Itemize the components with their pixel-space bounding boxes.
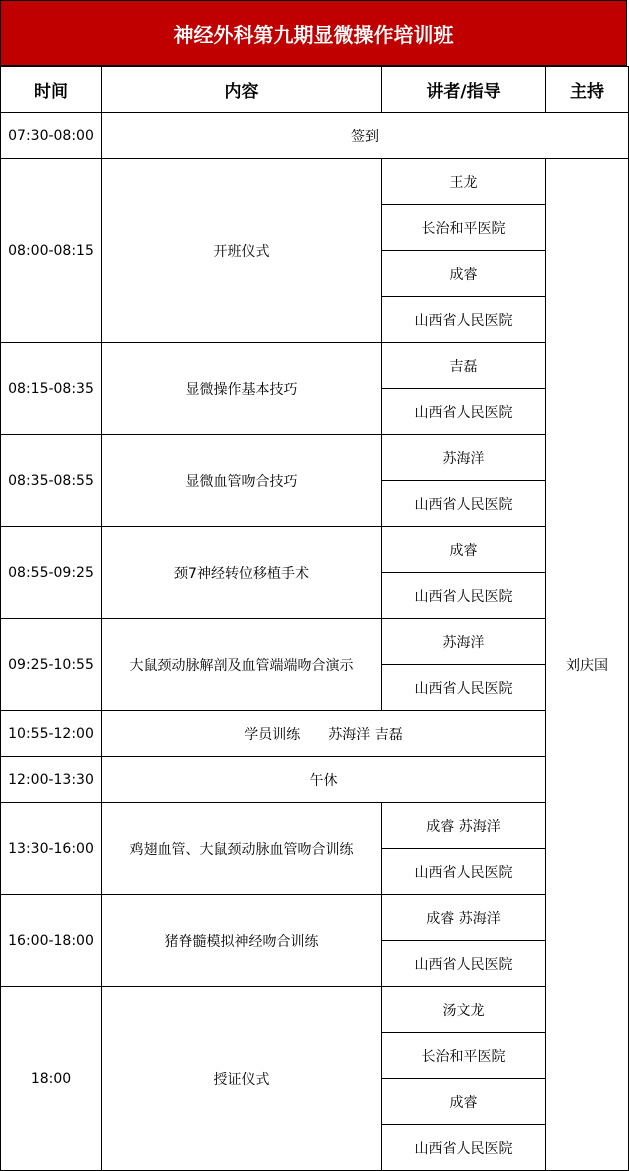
table-row xyxy=(1,159,629,205)
content-cell: 签到 xyxy=(102,113,629,159)
table-row xyxy=(1,803,629,849)
time-cell: 08:35-08:55 xyxy=(1,435,102,527)
content-cell: 显微操作基本技巧 xyxy=(102,343,382,435)
speaker-cell: 成睿 xyxy=(382,1079,546,1125)
speaker-cell: 苏海洋 xyxy=(382,435,546,481)
time-cell: 16:00-18:00 xyxy=(1,895,102,987)
header-time: 时间 xyxy=(1,67,102,113)
speaker-cell: 山西省人民医院 xyxy=(382,573,546,619)
speaker-cell: 山西省人民医院 xyxy=(382,941,546,987)
speaker-cell: 成睿 xyxy=(382,251,546,297)
time-cell: 08:15-08:35 xyxy=(1,343,102,435)
table-row xyxy=(1,343,629,389)
header-row xyxy=(1,67,629,113)
content-cell: 显微血管吻合技巧 xyxy=(102,435,382,527)
speaker-cell: 苏海洋 xyxy=(382,619,546,665)
table-row xyxy=(1,757,629,803)
time-cell: 08:55-09:25 xyxy=(1,527,102,619)
content-cell: 鸡翅血管、大鼠颈动脉血管吻合训练 xyxy=(102,803,382,895)
time-cell: 13:30-16:00 xyxy=(1,803,102,895)
speaker-cell: 长治和平医院 xyxy=(382,205,546,251)
speaker-cell: 汤文龙 xyxy=(382,987,546,1033)
time-cell: 10:55-12:00 xyxy=(1,711,102,757)
content-cell: 授证仪式 xyxy=(102,987,382,1171)
speaker-cell: 吉磊 xyxy=(382,343,546,389)
time-cell: 07:30-08:00 xyxy=(1,113,102,159)
header-host: 主持 xyxy=(546,67,629,113)
speaker-cell: 王龙 xyxy=(382,159,546,205)
table-row xyxy=(1,619,629,665)
content-cell: 午休 xyxy=(102,757,546,803)
header-content: 内容 xyxy=(102,67,382,113)
table-row xyxy=(1,435,629,481)
content-cell xyxy=(102,711,546,757)
content-cell: 颈7神经转位移植手术 xyxy=(102,527,382,619)
table-row xyxy=(1,113,629,159)
speaker-cell: 长治和平医院 xyxy=(382,1033,546,1079)
content-cell: 猪脊髓模拟神经吻合训练 xyxy=(102,895,382,987)
speaker-cell: 成睿 苏海洋 xyxy=(382,803,546,849)
time-cell: 08:00-08:15 xyxy=(1,159,102,343)
speaker-cell: 山西省人民医院 xyxy=(382,849,546,895)
header-speaker: 讲者/指导 xyxy=(382,67,546,113)
speaker-cell: 山西省人民医院 xyxy=(382,1125,546,1171)
training-label: 学员训练 xyxy=(244,726,301,743)
speaker-cell: 山西省人民医院 xyxy=(382,481,546,527)
speaker-cell: 山西省人民医院 xyxy=(382,389,546,435)
schedule-table xyxy=(0,66,629,1171)
content-cell: 大鼠颈动脉解剖及血管端端吻合演示 xyxy=(102,619,382,711)
time-cell: 09:25-10:55 xyxy=(1,619,102,711)
speaker-cell: 成睿 苏海洋 xyxy=(382,895,546,941)
table-row xyxy=(1,987,629,1033)
speaker-cell: 山西省人民医院 xyxy=(382,665,546,711)
time-cell: 18:00 xyxy=(1,987,102,1171)
training-people: 苏海洋 吉磊 xyxy=(328,726,403,743)
table-row xyxy=(1,895,629,941)
page-title: 神经外科第九期显微操作培训班 xyxy=(0,0,627,66)
time-cell: 12:00-13:30 xyxy=(1,757,102,803)
speaker-cell: 山西省人民医院 xyxy=(382,297,546,343)
speaker-cell: 成睿 xyxy=(382,527,546,573)
table-row xyxy=(1,527,629,573)
table-row xyxy=(1,711,629,757)
host-cell: 刘庆国 xyxy=(546,159,629,1171)
content-cell: 开班仪式 xyxy=(102,159,382,343)
